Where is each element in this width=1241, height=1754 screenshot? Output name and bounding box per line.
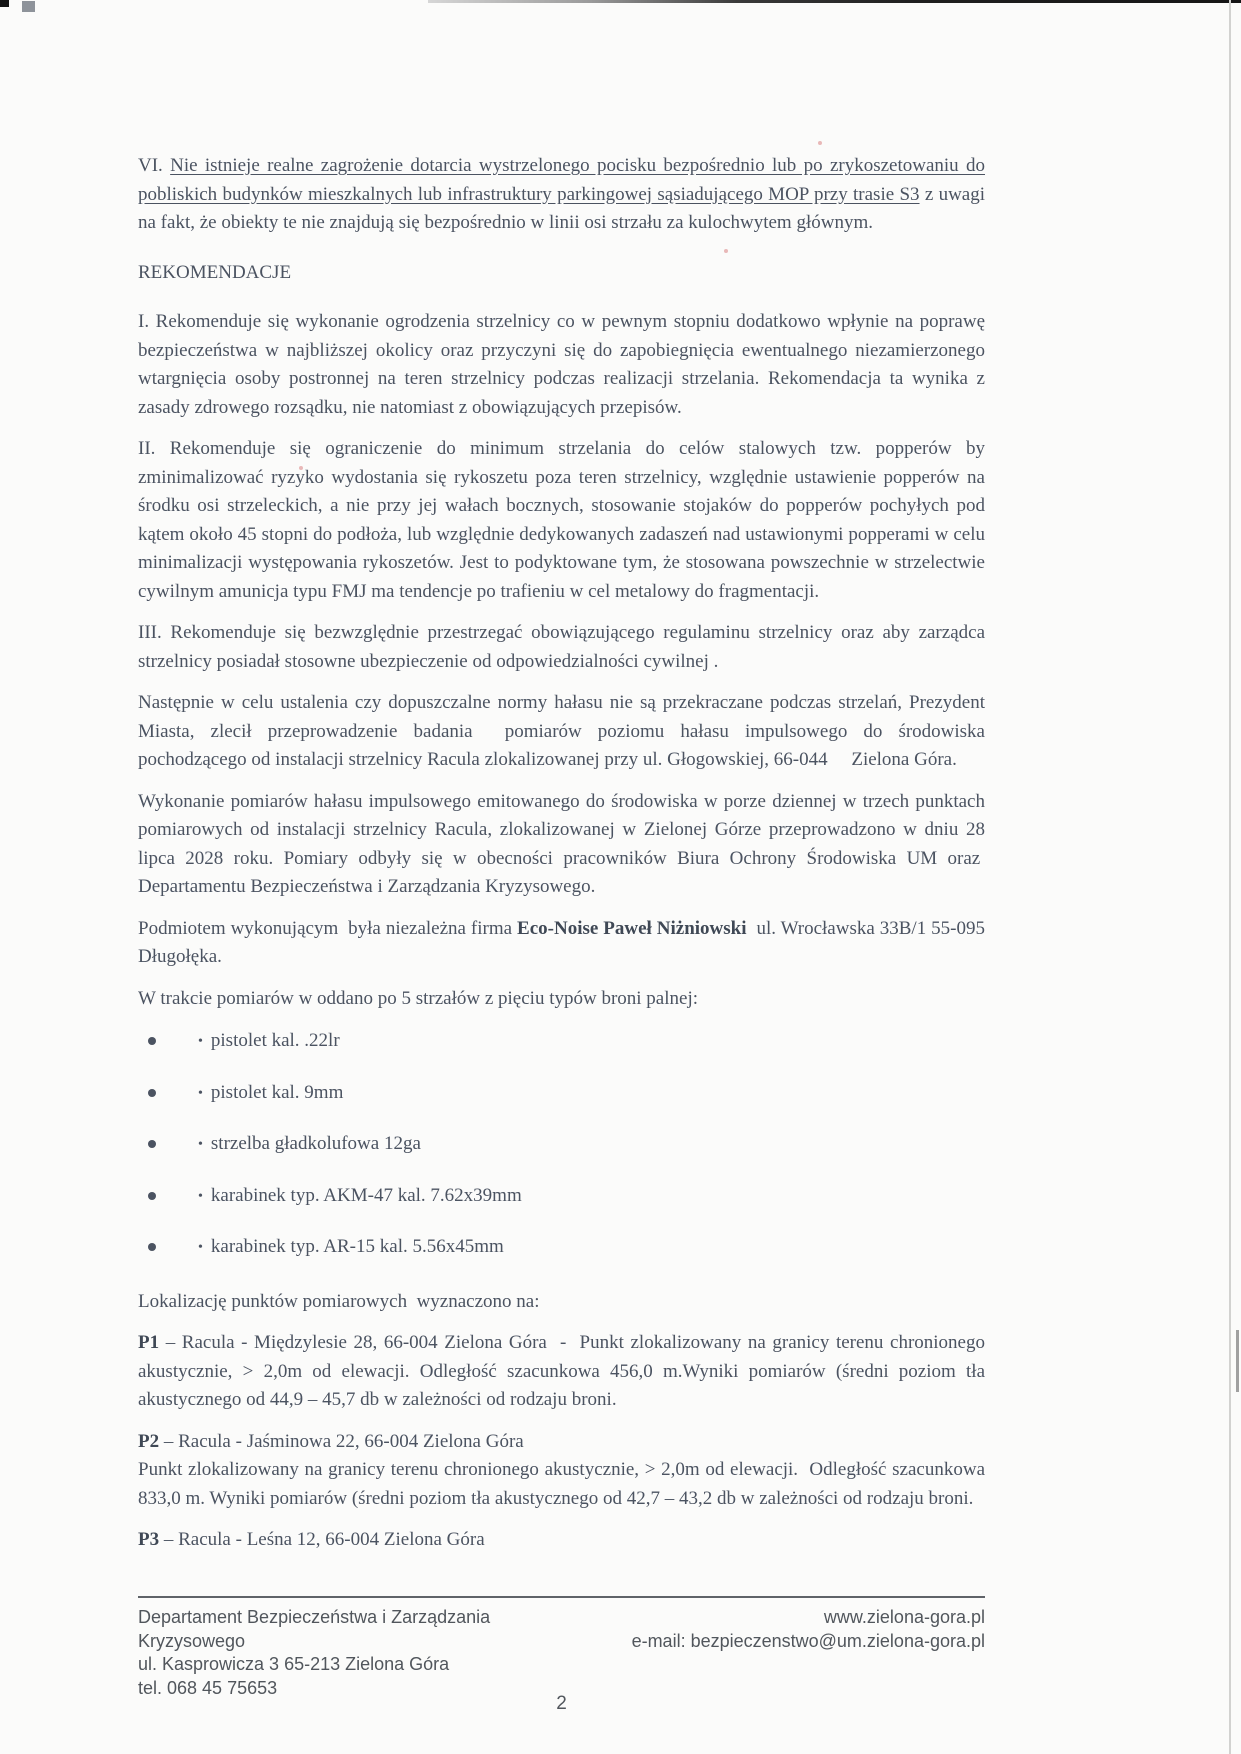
p2-label: P2 [138,1430,160,1452]
footer-email: e-mail: bezpieczenstwo@um.zielona-gora.pl [631,1630,985,1651]
scan-speck [818,141,822,145]
contractor-name: Eco-Noise Paweł Niżniowski [517,917,747,939]
p3-heading: – Racula - Leśna 12, 66-004 Zielona Góra [159,1529,485,1550]
scan-artifact-right-edge [1229,0,1231,1754]
p1-text: – Racula - Międzylesie 28, 66-004 Zielona Góra - Punkt zlokalizowany na granicy terenu chronionego akustycznie, > 2,0m od elewacji. Odległość szacunkowa 456,0 m.Wyniki pomiarów (średni poziom tła akustycznego od 44,9 – 45,7 db w zależności od rodzaju broni. [138,1332,985,1410]
list-item [138,1182,985,1213]
weapon-item-label: pistolet kal. 9mm [210,1081,344,1103]
list-item [138,1233,985,1264]
recommendation-2: II. Rekomenduje się ograniczenie do minimum strzelania do celów stalowych tzw. popperów by zminimalizować ryzyko wydostania się rykoszetu poza teren strzelnicy, względnie ustawienie popperów na środku osi strzeleckich, a nie przy jej wałach bocznych, stosowanie stojaków do popperów pochyłych pod kątem około 45 stopni do podłoża, lub względnie dedykowanych zadaszeń nad ustawionymi popperami w celu minimalizacji występowania rykoszetów. Jest to podyktowane tym, że stosowana powszechnie w strzelectwie cywilnym amunicja typu FMJ ma tendencje po trafieniu w cel metalowy do fragmentacji. [138,438,985,602]
point-p1 [138,1329,985,1415]
footer-line: tel. 068 45 75653 [138,1677,278,1698]
paragraph-vi-rest: z uwagi na fakt, że obiekty te nie znajdują się bezpośrednio w linii osi strzału za kulochwytem głównym. [138,183,985,233]
scan-artifact-top-line [428,0,1241,3]
bullet-icon [148,1192,156,1200]
bullet-dot-icon: • [198,1240,203,1255]
paragraph-wykonanie: Wykonanie pomiarów hałasu impulsowego emitowanego do środowiska w porze dziennej w trzech punktach pomiarowych od instalacji strzelnicy Racula, zlokalizowanej w Zielonej Górze przeprowadzono w dniu 28 lipca 2028 roku. Pomiary odbyły się w obecności pracowników Biura Ochrony Środowiska UM oraz Departamentu Bezpieczeństwa i Zarządzania Kryzysowego. [138,790,985,897]
footer-department-address [138,1606,490,1700]
paragraph-nastepnie: Następnie w celu ustalenia czy dopuszczalne normy hałasu nie są przekraczane podczas strzelań, Prezydent Miasta, zlecił przeprowadzenie badania pomiarów poziomu hałasu impulsowego do środowiska pochodzącego od instalacji strzelnicy Racula zlokalizowanej przy ul. Głogowskiej, 66-044 Zielona Góra. [138,692,985,770]
document-body [138,152,985,1592]
weapon-item-label: pistolet kal. .22lr [210,1030,340,1051]
weapon-item-label: karabinek typ. AKM-47 kal. 7.62x39mm [210,1184,522,1206]
footer-line: ul. Kasprowicza 3 65-213 Zielona Góra [138,1654,450,1674]
p1-label: P1 [138,1332,160,1353]
footer-line: Departament Bezpieczeństwa i Zarządzania [138,1607,491,1627]
bullet-icon [148,1243,156,1251]
podmiotem-pre: Podmiotem wykonującym była niezależna firma [138,917,518,939]
paragraph-vi [138,152,985,238]
point-p3 [138,1526,985,1555]
page-footer [138,1596,985,1736]
point-p2 [138,1428,985,1514]
scan-artifact-right-dash [1236,1330,1239,1392]
footer-line: Kryzysowego [138,1630,246,1651]
rekomendacje-heading: REKOMENDACJE [138,261,292,283]
list-item [138,1027,985,1058]
paragraph-podmiotem [138,915,985,972]
bullet-dot-icon: • [198,1137,203,1152]
bullet-icon [148,1140,156,1148]
list-item [138,1079,985,1110]
recommendation-1: I. Rekomenduje się wykonanie ogrodzenia strzelnicy co w pewnym stopniu dodatkowo wpłynie na poprawę bezpieczeństwa w najbliższej okolicy oraz przyczyni się do zapobiegnięcia ewentualnego niezamierzonego wtargnięcia osoby postronnej na teren strzelnicy podczas realizacji strzelania. Rekomendacja ta wynika z zasady zdrowego rozsądku, nie natomiast z obowiązujących przepisów. [138,311,985,418]
bullet-dot-icon: • [198,1034,203,1049]
weapon-item-label: karabinek typ. AR-15 kal. 5.56x45mm [210,1236,504,1257]
p3-label: P3 [138,1529,160,1550]
p2-body: Punkt zlokalizowany na granicy terenu chronionego akustycznie, > 2,0m od elewacji. Odległość szacunkowa 833,0 m. Wyniki pomiarów (średni poziom tła akustycznego od 42,7 – 43,2 db w zależności od rodzaju broni. [138,1459,985,1509]
points-intro: Lokalizację punktów pomiarowych wyznaczono na: [138,1290,540,1312]
paragraph-w-trakcie: W trakcie pomiarów w oddano po 5 strzałów z pięciu typów broni palnej: [138,987,698,1009]
podmiotem-post: ul. Wrocławska 33B/1 55-095 Długołęka. [138,917,985,967]
weapon-item-label: strzelba gładkolufowa 12ga [210,1133,421,1154]
list-item [138,1130,985,1161]
page-number: 2 [556,1693,567,1714]
footer-contact [632,1606,985,1653]
paragraph-vi-label: VI. [138,155,171,176]
bullet-icon [148,1037,156,1045]
footer-divider [138,1596,985,1598]
bullet-dot-icon: • [198,1085,203,1101]
recommendation-3: III. Rekomenduje się bezwzględnie przestrzegać obowiązującego regulaminu strzelnicy oraz aby zarządca strzelnicy posiadał stosowne ubezpieczenie od odpowiedzialności cywilnej . [138,622,985,672]
scan-artifact-corner-gray [22,1,35,12]
footer-website: www.zielona-gora.pl [823,1607,985,1627]
paragraph-vi-underlined-claim: Nie istnieje realne zagrożenie dotarcia wystrzelonego pocisku bezpośrednio lub po zrykoszetowaniu do pobliskich budynków mieszkalnych lub infrastruktury parkingowej sąsiadującego MOP przy trasie S3 [138,155,985,205]
p2-heading: – Racula - Jaśminowa 22, 66-004 Zielona Góra [159,1430,524,1452]
bullet-icon [148,1089,156,1097]
scan-artifact-corner-black [0,0,9,7]
bullet-dot-icon: • [198,1188,203,1204]
